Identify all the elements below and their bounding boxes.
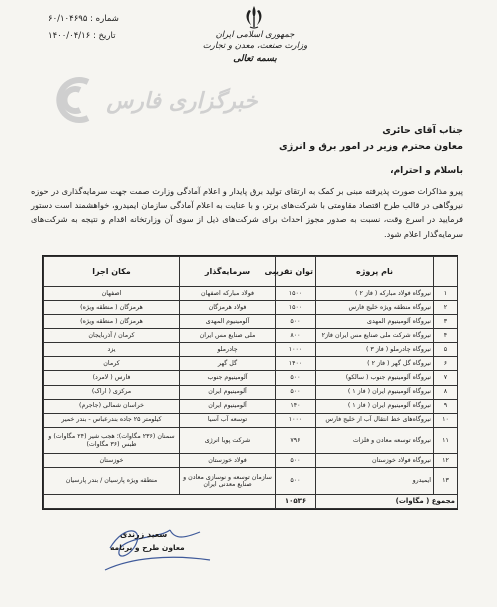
cell-location: کرمان / آذربایجان — [44, 329, 180, 343]
cell-investor: آلومینیوم ایران — [180, 385, 276, 399]
cell-investor: توسعه آب آسیا — [180, 413, 276, 427]
cell-location: کیلومتر ۲۵ جاده بندرعباس - بندر خمیر — [44, 413, 180, 427]
cell-capacity: ۵۰۰ — [276, 371, 316, 385]
total-empty-cell — [44, 494, 276, 508]
table-row — [44, 287, 458, 301]
table-row — [44, 357, 458, 371]
projects-table — [42, 255, 458, 510]
cell-capacity: ۷۹۶ — [276, 427, 316, 454]
cell-row-number: ۱۳ — [434, 468, 458, 495]
cell-investor: سازمان توسعه و نوسازی معادن و صنایع معدنی ایران — [180, 468, 276, 495]
cell-capacity: ۱۵۰۰ — [276, 287, 316, 301]
table-row — [44, 468, 458, 495]
header-basmala: بسمه تعالی — [233, 54, 277, 64]
table-row — [44, 371, 458, 385]
cell-location: هرمزگان ( منطقه ویژه) — [44, 315, 180, 329]
cell-investor: شرکت پویا انرژی — [180, 427, 276, 454]
cell-location: هرمزگان ( منطقه ویژه) — [44, 301, 180, 315]
total-label: مجموع ( مگاوات) — [316, 494, 458, 508]
cell-project-name: نیروگاه آلومینیوم المهدی — [316, 315, 434, 329]
cell-capacity: ۱۴۰ — [276, 399, 316, 413]
cell-project-name: نیروگاه گل گهر ( فاز ۲ ) — [316, 357, 434, 371]
cell-location: مرکزی ( اراک) — [44, 385, 180, 399]
col-header-project-name: نام پروژه — [316, 257, 434, 287]
cell-investor: آلومینیوم المهدی — [180, 315, 276, 329]
cell-project-name: نیروگاه فولاد خوزستان — [316, 454, 434, 468]
cell-investor: ملی صنایع مس ایران — [180, 329, 276, 343]
greeting: باسلام و احترام، — [390, 166, 463, 176]
iran-emblem-icon — [243, 4, 265, 30]
header-ministry: وزارت صنعت، معدن و تجارت — [202, 41, 308, 51]
cell-row-number: ۷ — [434, 371, 458, 385]
table-row — [44, 454, 458, 468]
cell-capacity: ۸۰۰ — [276, 329, 316, 343]
cell-investor: فولاد خوزستان — [180, 454, 276, 468]
cell-project-name: نیروگاه توسعه معادن و فلزات — [316, 427, 434, 454]
cell-location: اصفهان — [44, 287, 180, 301]
cell-location: کرمان — [44, 357, 180, 371]
table-row — [44, 399, 458, 413]
table-row — [44, 329, 458, 343]
cell-row-number: ۲ — [434, 301, 458, 315]
cell-row-number: ۱۱ — [434, 427, 458, 454]
cell-row-number: ۳ — [434, 315, 458, 329]
cell-project-name: نیروگاه آلومینیوم ایران ( فاز ۱ ) — [316, 385, 434, 399]
cell-row-number: ۵ — [434, 343, 458, 357]
cell-investor: چادرملو — [180, 343, 276, 357]
cell-project-name: نیروگاه منطقه ویژه خلیج فارس — [316, 301, 434, 315]
cell-row-number: ۸ — [434, 385, 458, 399]
cell-capacity: ۱۰۰۰ — [276, 413, 316, 427]
cell-row-number: ۱۲ — [434, 454, 458, 468]
letter-body: پیرو مذاکرات صورت پذیرفته مبنی بر کمک به ارتقای تولید برق پایدار و اعلام آمادگی وزارت صمت جهت سرمایه‌گذاری در حوزه نیروگاهی در قالب طرح اقتصاد مقاومتی با شرکت‌های برتر، و با عنایت به اعلام آمادگی سازمان ایمیدرو، خواهشمند است دستور فرمایید در اسرع وقت، نسبت به صدور مجوز احداث برای شرکت‌های ذیل از سوی آن وزارتخانه اقدام و نتیجه به شرکت‌های سرمایه‌گذار اعلام شود. — [31, 186, 463, 239]
cell-location: فارس ( لامرد) — [44, 371, 180, 385]
cell-capacity: ۵۰۰ — [276, 315, 316, 329]
cell-capacity: ۱۵۰۰ — [276, 301, 316, 315]
signatory-title: معاون طرح و برنامه — [110, 543, 185, 552]
cell-investor: آلومینیوم ایران — [180, 399, 276, 413]
col-header-investor: سرمایه‌گذار — [180, 257, 276, 287]
recipient-name: جناب آقای حائری — [382, 125, 463, 136]
cell-location: یزد — [44, 343, 180, 357]
cell-row-number: ۱۰ — [434, 413, 458, 427]
col-header-capacity: توان تقریبی — [276, 257, 316, 287]
cell-project-name: ایمیدرو — [316, 468, 434, 495]
cell-row-number: ۱ — [434, 287, 458, 301]
cell-project-name: نیروگاه‌های خط انتقال آب از خلیج فارس — [316, 413, 434, 427]
table-row — [44, 343, 458, 357]
cell-location: خراسان شمالی (جاجرم) — [44, 399, 180, 413]
cell-location: خوزستان — [44, 454, 180, 468]
cell-capacity: ۱۰۰۰ — [276, 343, 316, 357]
table-row — [44, 413, 458, 427]
cell-investor: فولاد هرمزگان — [180, 301, 276, 315]
cell-investor: گل گهر — [180, 357, 276, 371]
cell-capacity: ۵۰۰ — [276, 385, 316, 399]
letter-number: شماره : ۶۰/۱۰۴۶۹۵ — [48, 14, 119, 24]
cell-investor: آلومینیوم جنوب — [180, 371, 276, 385]
cell-project-name: نیروگاه آلومینیوم ایران ( فاز ۱ ) — [316, 399, 434, 413]
letter-date: تاریخ : ۱۴۰۰/۰۴/۱۶ — [48, 31, 116, 41]
col-header-row-number — [434, 257, 458, 287]
table-row — [44, 427, 458, 454]
col-header-location: مکان اجرا — [44, 257, 180, 287]
table-row — [44, 301, 458, 315]
cell-row-number: ۶ — [434, 357, 458, 371]
cell-capacity: ۵۰۰ — [276, 468, 316, 495]
news-agency-watermark — [0, 60, 270, 140]
cell-location: منطقه ویژه پارسیان / بندر پارسیان — [44, 468, 180, 495]
table-header-row — [44, 257, 458, 287]
cell-project-name: نیروگاه شرکت ملی صنایع مس ایران فاز۲ — [316, 329, 434, 343]
table-row — [44, 385, 458, 399]
cell-row-number: ۴ — [434, 329, 458, 343]
header-country: جمهوری اسلامی ایران — [215, 30, 295, 40]
cell-investor: فولاد مبارکه اصفهان — [180, 287, 276, 301]
cell-capacity: ۱۴۰۰ — [276, 357, 316, 371]
watermark-text: خبرگزاری فارس — [106, 89, 258, 114]
cell-project-name: نیروگاه چادرملو ( فاز ۳ ) — [316, 343, 434, 357]
total-value: ۱۰۵۳۶ — [276, 494, 316, 508]
cell-location: سمنان (۲۳۶ مگاوات)؛ هجب شیر (۲۴ مگاوات) و طبس (۳۶ مگاوات) — [44, 427, 180, 454]
cell-capacity: ۵۰۰ — [276, 454, 316, 468]
cell-project-name: نیروگاه فولاد مبارکه ( فاز ۲ ) — [316, 287, 434, 301]
recipient-title: معاون محترم وزیر در امور برق و انرژی — [279, 141, 463, 152]
cell-row-number: ۹ — [434, 399, 458, 413]
table-row — [44, 315, 458, 329]
signatory-name: سعید زرندی — [120, 530, 168, 539]
table-total-row — [44, 494, 458, 508]
cell-project-name: نیروگاه آلومینیوم جنوب ( سالکو) — [316, 371, 434, 385]
